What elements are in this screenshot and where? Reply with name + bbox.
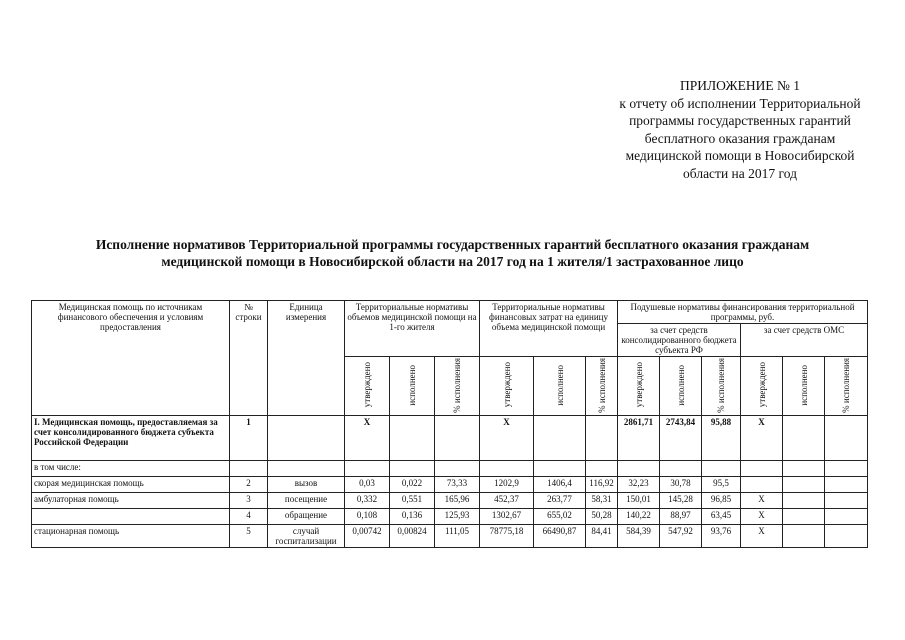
subheader-percent: % исполнения <box>435 357 480 416</box>
norms-table <box>31 300 868 548</box>
value-cell: X <box>741 509 783 525</box>
value-cell: 0,00824 <box>390 525 435 548</box>
row-label-cell: I. Медицинская помощь, предоставляемая за счет консолидированного бюджета субъекта Российской Федерации <box>32 416 230 461</box>
value-cell <box>435 416 480 461</box>
row-label-cell: стационарная помощь <box>32 525 230 548</box>
subheader-approved: утверждено <box>345 357 390 416</box>
value-cell <box>390 461 435 477</box>
value-cell: 125,93 <box>435 509 480 525</box>
value-cell: 30,78 <box>660 477 702 493</box>
value-cell: 63,45 <box>702 509 741 525</box>
value-cell: 0,00742 <box>345 525 390 548</box>
value-cell <box>783 493 825 509</box>
unit-cell: посещение <box>268 493 345 509</box>
row-number-cell: 5 <box>230 525 268 548</box>
header-care-type: Медицинская помощь по источникам финансового обеспечения и условиям предоставления <box>32 301 230 416</box>
value-cell: 32,23 <box>618 477 660 493</box>
value-cell: 96,85 <box>702 493 741 509</box>
row-label-cell: в том числе: <box>32 461 230 477</box>
header-cost-norms: Территориальные нормативы финансовых затрат на единицу объема медицинской помощи <box>480 301 618 357</box>
appendix-line: области на 2017 год <box>683 165 797 181</box>
value-cell <box>702 461 741 477</box>
value-cell: 84,41 <box>586 525 618 548</box>
subheader-approved: утверждено <box>480 357 534 416</box>
unit-cell <box>268 461 345 477</box>
value-cell <box>825 493 868 509</box>
value-cell: 263,77 <box>534 493 586 509</box>
value-cell <box>825 509 868 525</box>
appendix-line: медицинской помощи в Новосибирской <box>625 148 855 163</box>
value-cell: 165,96 <box>435 493 480 509</box>
value-cell: 116,92 <box>586 477 618 493</box>
row-number-cell: 2 <box>230 477 268 493</box>
row-number-cell: 4 <box>230 509 268 525</box>
value-cell: 78775,18 <box>480 525 534 548</box>
header-budget: за счет средств консолидированного бюджета субъекта РФ <box>618 324 741 357</box>
value-cell <box>480 461 534 477</box>
table-row <box>32 416 868 461</box>
row-label-cell <box>32 509 230 525</box>
value-cell <box>783 509 825 525</box>
table-row <box>32 525 868 548</box>
value-cell <box>741 461 783 477</box>
value-cell: 150,01 <box>618 493 660 509</box>
document-title <box>20 236 885 270</box>
value-cell <box>741 477 783 493</box>
value-cell: 145,28 <box>660 493 702 509</box>
value-cell: 0,108 <box>345 509 390 525</box>
row-label-cell: скорая медицинская помощь <box>32 477 230 493</box>
value-cell <box>825 461 868 477</box>
table-row <box>32 493 868 509</box>
value-cell: X <box>345 416 390 461</box>
unit-cell: вызов <box>268 477 345 493</box>
subheader-executed: исполнено <box>390 357 435 416</box>
appendix-line: программы государственных гарантий <box>629 113 851 128</box>
value-cell: 88,97 <box>660 509 702 525</box>
table-row <box>32 461 868 477</box>
subheader-approved: утверждено <box>618 357 660 416</box>
value-cell: 2861,71 <box>618 416 660 461</box>
value-cell <box>435 461 480 477</box>
value-cell: 111,05 <box>435 525 480 548</box>
value-cell: 0,332 <box>345 493 390 509</box>
value-cell <box>618 461 660 477</box>
value-cell <box>783 477 825 493</box>
header-volume-norms: Территориальные нормативы объемов медицинской помощи на 1-го жителя <box>345 301 480 357</box>
value-cell: X <box>741 493 783 509</box>
subheader-executed: исполнено <box>534 357 586 416</box>
row-number-cell: 1 <box>230 416 268 461</box>
appendix-line: ПРИЛОЖЕНИЕ № 1 <box>679 78 801 93</box>
value-cell <box>783 461 825 477</box>
value-cell <box>783 416 825 461</box>
row-number-cell <box>230 461 268 477</box>
subheader-executed: исполнено <box>783 357 825 416</box>
value-cell <box>660 461 702 477</box>
appendix-block <box>560 77 905 182</box>
value-cell <box>825 477 868 493</box>
subheader-percent: % исполнения <box>825 357 868 416</box>
value-cell: 584,39 <box>618 525 660 548</box>
unit-cell <box>268 416 345 461</box>
value-cell: 1202,9 <box>480 477 534 493</box>
table-row <box>32 509 868 525</box>
value-cell: 95,5 <box>702 477 741 493</box>
value-cell: 66490,87 <box>534 525 586 548</box>
unit-cell: случай госпитализации <box>268 525 345 548</box>
header-unit: Единица измерения <box>268 301 345 416</box>
value-cell: 95,88 <box>702 416 741 461</box>
value-cell: 655,02 <box>534 509 586 525</box>
value-cell: 1302,67 <box>480 509 534 525</box>
appendix-line: бесплатного оказания гражданам <box>644 130 836 146</box>
value-cell: 2743,84 <box>660 416 702 461</box>
value-cell: 140,22 <box>618 509 660 525</box>
subheader-percent: % исполнения <box>702 357 741 416</box>
value-cell: 93,76 <box>702 525 741 548</box>
subheader-approved: утверждено <box>741 357 783 416</box>
value-cell: 0,03 <box>345 477 390 493</box>
value-cell: X <box>741 416 783 461</box>
value-cell: 0,022 <box>390 477 435 493</box>
value-cell <box>825 525 868 548</box>
value-cell: 50,28 <box>586 509 618 525</box>
subheader-executed: исполнено <box>660 357 702 416</box>
value-cell <box>390 416 435 461</box>
header-row-number: № строки <box>230 301 268 416</box>
header-per-capita: Подушевые нормативы финансирования территориальной программы, руб. <box>618 301 868 324</box>
value-cell: 0,136 <box>390 509 435 525</box>
value-cell: 58,31 <box>586 493 618 509</box>
value-cell <box>586 416 618 461</box>
row-number-cell: 3 <box>230 493 268 509</box>
value-cell <box>345 461 390 477</box>
header-oms: за счет средств ОМС <box>741 324 868 357</box>
table-row <box>32 477 868 493</box>
row-label-cell: амбулаторная помощь <box>32 493 230 509</box>
value-cell <box>534 416 586 461</box>
value-cell: 452,37 <box>480 493 534 509</box>
value-cell: 547,92 <box>660 525 702 548</box>
value-cell: 1406,4 <box>534 477 586 493</box>
value-cell: 0,551 <box>390 493 435 509</box>
title-line-2: медицинской помощи в Новосибирской области на 2017 год на 1 жителя/1 застрахованное лицо <box>161 254 744 269</box>
value-cell <box>825 416 868 461</box>
title-line-1: Исполнение нормативов Территориальной программы государственных гарантий бесплатного оказания гражданам <box>95 237 810 252</box>
unit-cell: обращение <box>268 509 345 525</box>
value-cell: 73,33 <box>435 477 480 493</box>
value-cell: X <box>741 525 783 548</box>
appendix-line: к отчету об исполнении Территориальной <box>619 95 861 111</box>
value-cell <box>534 461 586 477</box>
value-cell: X <box>480 416 534 461</box>
value-cell <box>586 461 618 477</box>
subheader-percent: % исполнения <box>586 357 618 416</box>
value-cell <box>783 525 825 548</box>
